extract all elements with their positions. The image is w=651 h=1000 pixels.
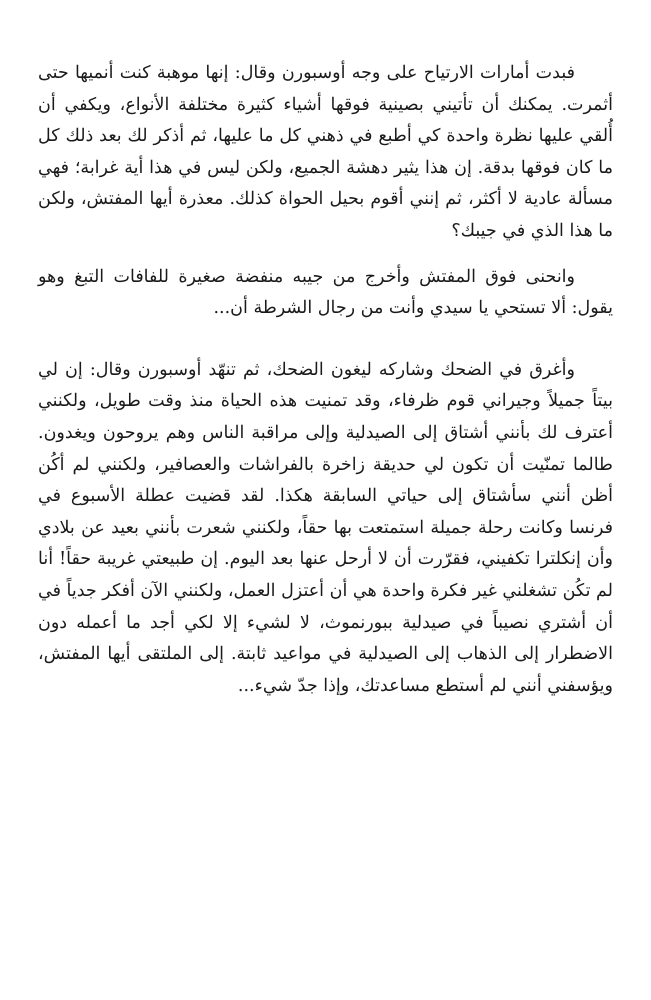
- paragraph-3: وأغرق في الضحك وشاركه ليغون الضحك، ثم تنهّد أوسبورن وقال: إن لي بيتاً جميلاً وجيراني قوم ظرفاء، وقد تمنيت هذه الحياة منذ وقت طويل، ولكنني أعترف لك بأنني أشتاق إلى الصيدلية وإلى مراقبة الناس وهم يروحون ويغدون. طالما تمنّيت أن تكون لي حديقة زاخرة بالفراشات والعصافير، ولكنني لم أكُن أظن أنني سأشتاق إلى حياتي السابقة هكذا. لقد قضيت عطلة الأسبوع في فرنسا وكانت رحلة جميلة استمتعت بها حقاً، ولكنني شعرت بأنني بعيد عن بلادي وأن إنكلترا تكفيني، فقرّرت أن لا أرحل عنها بعد اليوم. إن طبيعتي غريبة حقاً! أنا لم تكُن تشغلني غير فكرة واحدة هي أن أعتزل العمل، ولكنني الآن أفكر جدياً في أن أشتري نصيباً في صيدلية ببورنموث، لا لشيء إلا لكي أجد ما أعمله دون الاضطرار إلى الذهاب إلى الصيدلية في مواعيد ثابتة. إلى الملتقى أيها المفتش، ويؤسفني أنني لم أستطع مساعدتك، وإذا جدّ شيء...: [38, 359, 613, 696]
- paragraph-2: وانحنى فوق المفتش وأخرج من جيبه منفضة صغيرة للفافات التبغ وهو يقول: ألا تستحي يا سيدي وأنت من رجال الشرطة أن...: [38, 266, 613, 319]
- paragraph-1: فبدت أمارات الارتياح على وجه أوسبورن وقال: إنها موهبة كنت أنميها حتى أثمرت. يمكنك أن تأتيني بصينية فوقها أشياء كثيرة مختلفة الأنواع، ويكفي أن أُلقي عليها نظرة واحدة كي أطبع في ذهني كل ما عليها، ثم أذكر لك بعد ذلك كل ما كان فوقها بدقة. إن هذا يثير دهشة الجميع، ولكن ليس في هذا أية غرابة؛ فهي مسألة عادية لا أكثر، ثم إنني أقوم بحيل الحواة كذلك. معذرة أيها المفتش، ولكن ما هذا الذي في جيبك؟: [38, 63, 613, 241]
- book-page-body: [38, 58, 613, 702]
